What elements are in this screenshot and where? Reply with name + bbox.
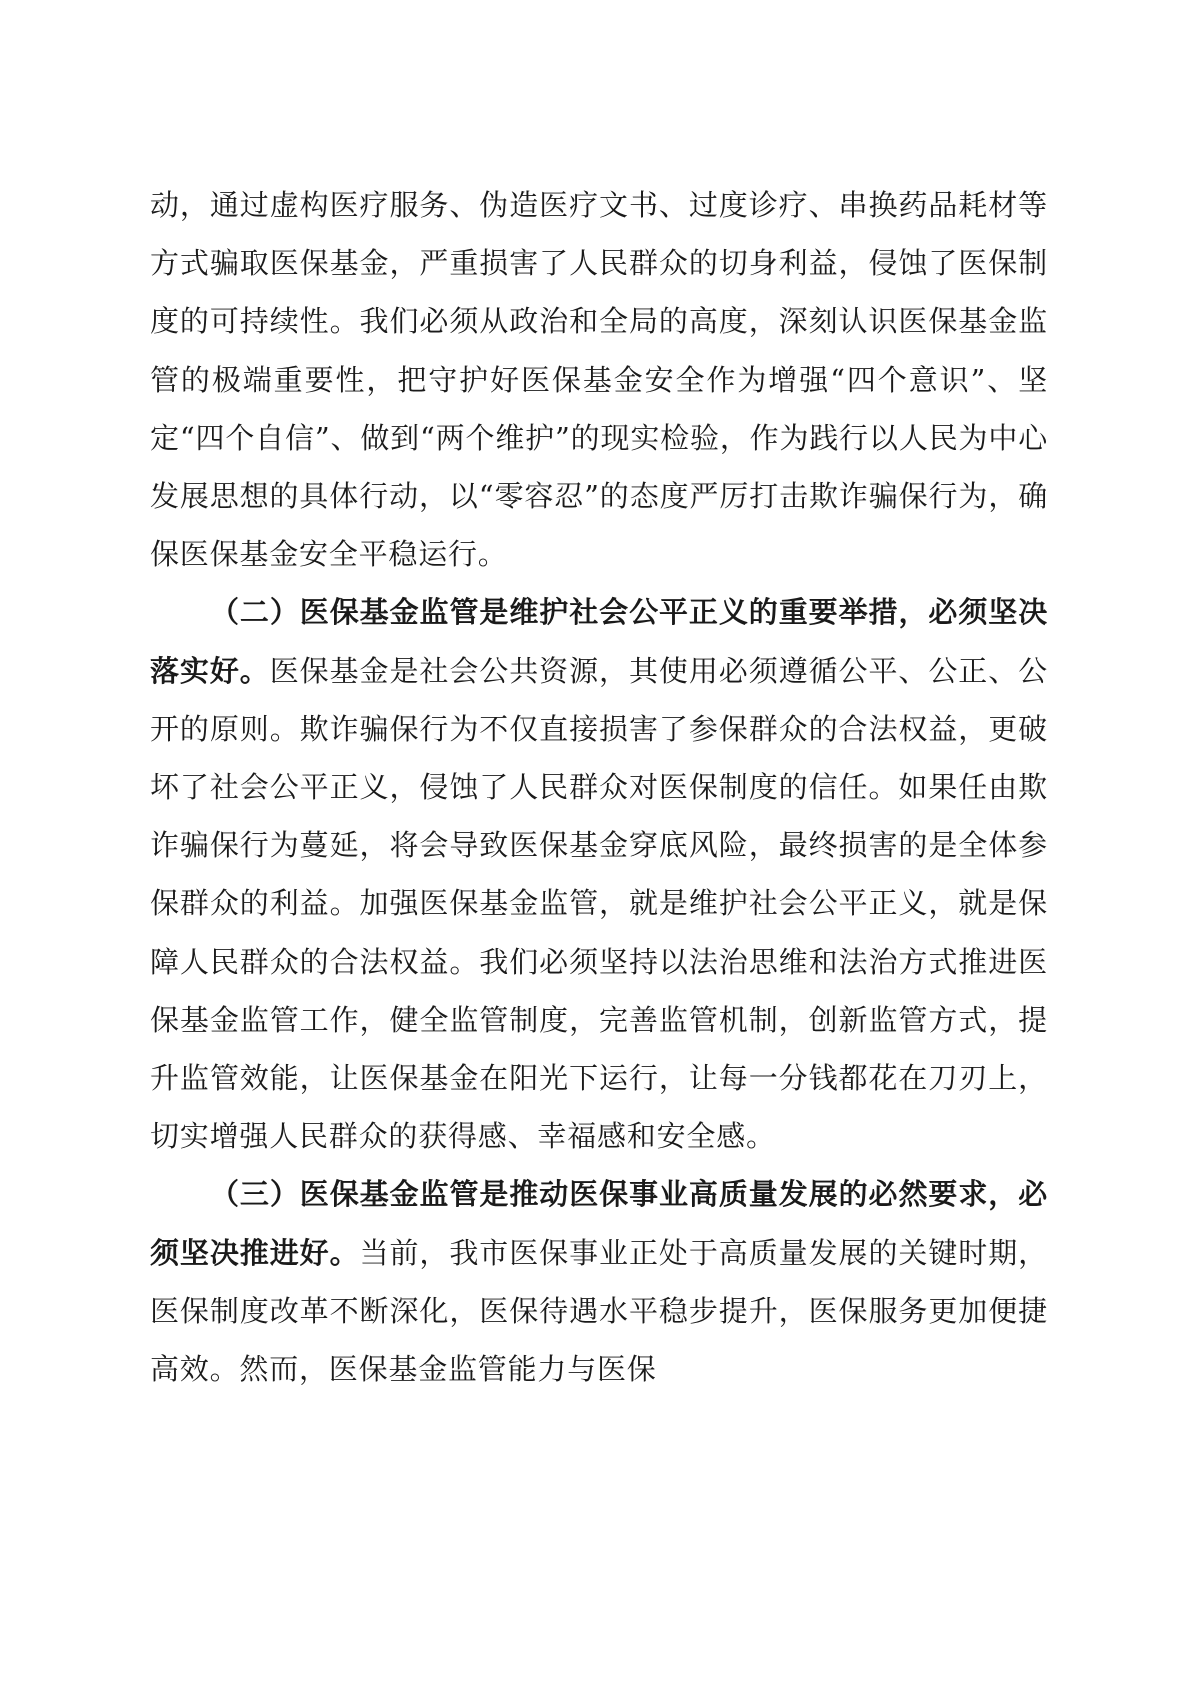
paragraph-section-3 (150, 1165, 1048, 1398)
paragraph-section-2 (150, 583, 1048, 1165)
section-2-text: 医保基金是社会公共资源，其使用必须遵循公平、公正、公开的原则。欺诈骗保行为不仅直接损害了参保群众的合法权益，更破坏了社会公平正义，侵蚀了人民群众对医保制度的信任。如果任由欺诈骗保行为蔓延，将会导致医保基金穿底风险，最终损害的是全体参保群众的利益。加强医保基金监管，就是维护社会公平正义，就是保障人民群众的合法权益。我们必须坚持以法治思维和法治方式推进医保基金监管工作，健全监管制度，完善监管机制，创新监管方式，提升监管效能，让医保基金在阳光下运行，让每一分钱都花在刀刃上，切实增强人民群众的获得感、幸福感和安全感。 (150, 653, 1048, 1154)
section-3-heading: （三）医保基金监管是推动医保事业高质量发展的必然要求，必须坚决推进好。 (150, 1177, 1048, 1270)
section-3-text: 当前，我市医保事业正处于高质量发展的关键时期，医保制度改革不断深化，医保待遇水平稳步提升，医保服务更加便捷高效。然而，医保基金监管能力与医保 (150, 1235, 1048, 1387)
paragraph-continuation (150, 176, 1048, 583)
paragraph-1-text: 动，通过虚构医疗服务、伪造医疗文书、过度诊疗、串换药品耗材等方式骗取医保基金，严重损害了人民群众的切身利益，侵蚀了医保制度的可持续性。我们必须从政治和全局的高度，深刻认识医保基金监管的极端重要性，把守护好医保基金安全作为增强“四个意识”、坚定“四个自信”、做到“两个维护”的现实检验，作为践行以人民为中心发展思想的具体行动，以“零容忍”的态度严厉打击欺诈骗保行为，确保医保基金安全平稳运行。 (150, 188, 1048, 572)
document-body (150, 176, 1048, 1398)
section-2-heading: （二）医保基金监管是维护社会公平正义的重要举措，必须坚决落实好。 (150, 595, 1048, 688)
